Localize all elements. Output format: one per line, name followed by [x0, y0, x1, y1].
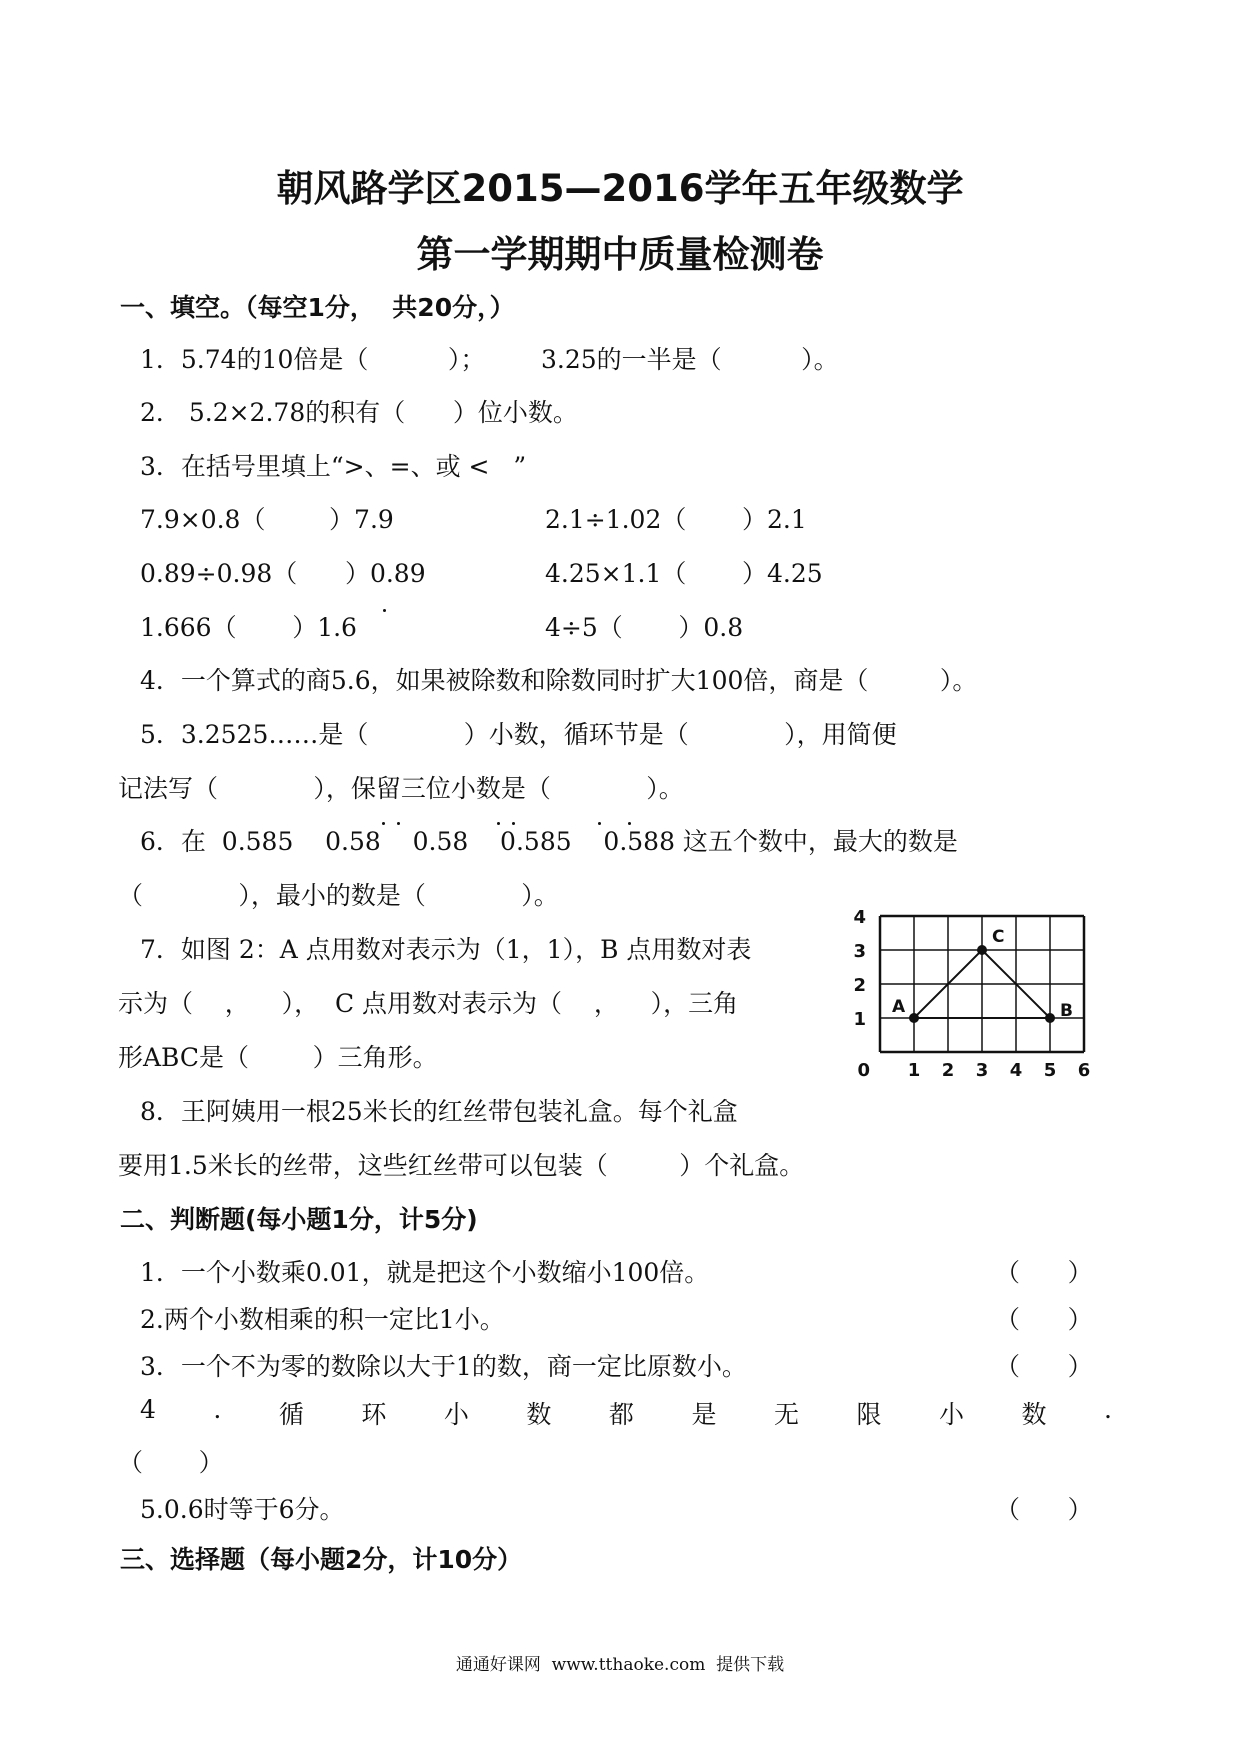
compare-row-2-right: 4.25×1.1（ ）4.25 — [545, 559, 823, 588]
coordinate-grid-figure — [840, 900, 1120, 1090]
judge-question-4-char: 数 — [1021, 1400, 1047, 1429]
x-tick-label: 2 — [941, 1060, 955, 1081]
fill-question-7-line-3: 形ABC是（ ）三角形。 — [118, 1043, 438, 1072]
point-b — [1045, 1013, 1055, 1023]
y-tick-label: 1 — [853, 1009, 866, 1030]
point-label-c: C — [992, 927, 1005, 947]
y-tick-label: 4 — [853, 907, 866, 928]
judge-answer-paren-2: （ ） — [995, 1305, 1093, 1334]
repeating-dot — [397, 822, 400, 825]
fill-question-7-line-2: 示为（ ， ）， C 点用数对表示为（ ， ），三角 — [118, 989, 739, 1018]
x-tick-label: 0 — [857, 1060, 870, 1081]
repeating-dot — [598, 822, 601, 825]
repeating-dot — [383, 609, 386, 612]
fill-question-7-line-1: 7．如图 2：A 点用数对表示为（1，1），B 点用数对表 — [140, 935, 752, 964]
judge-question-4-char: 限 — [856, 1400, 882, 1429]
judge-question-4-char: 小 — [443, 1400, 469, 1429]
judge-answer-paren-4: （ ） — [118, 1448, 224, 1477]
judge-question-4-char: 环 — [361, 1400, 387, 1429]
compare-row-3-left: 1.666（ ）1.6 — [140, 613, 357, 642]
fill-question-6-line-1: 6．在 0.585 0.58 0.58 0.585 0.588 这五个数中，最大的数是 — [140, 827, 958, 856]
y-tick-label: 2 — [853, 975, 866, 996]
judge-question-4-char: 无 — [773, 1400, 799, 1429]
repeating-dot — [628, 822, 631, 825]
compare-row-3-right: 4÷5（ ）0.8 — [545, 613, 744, 642]
footer-credit: 通通好课网 www.tthaoke.com 提供下载 — [455, 1655, 785, 1675]
fill-question-3: 3．在括号里填上“>、=、或 < ” — [140, 452, 527, 481]
fill-question-8-line-1: 8．王阿姨用一根25米长的红丝带包装礼盒。每个礼盒 — [140, 1097, 738, 1126]
title-line-1: 朝风路学区2015—2016学年五年级数学 — [276, 167, 964, 210]
judge-question-4-char: . — [1104, 1395, 1112, 1424]
judge-question-2: 2.两个小数相乘的积一定比1小。 — [140, 1305, 505, 1334]
judge-question-4-char: 循 — [278, 1400, 304, 1429]
y-tick-label: 3 — [853, 941, 866, 962]
fill-question-5-line-1: 5．3.2525……是（ ）小数，循环节是（ ），用简便 — [140, 720, 897, 749]
judge-question-4-char: 是 — [691, 1400, 717, 1429]
fill-question-5-line-2: 记法写（ ），保留三位小数是（ ）。 — [118, 774, 684, 803]
judge-answer-paren-5: （ ） — [995, 1495, 1093, 1524]
x-tick-label: 4 — [1009, 1060, 1023, 1081]
compare-row-1-right: 2.1÷1.02（ ）2.1 — [545, 505, 807, 534]
repeating-dot — [497, 822, 500, 825]
section-3-heading: 三、选择题（每小题2分，计10分） — [120, 1545, 523, 1574]
point-a — [909, 1013, 919, 1023]
judge-question-4 — [140, 1395, 1112, 1431]
point-label-b: B — [1060, 1001, 1073, 1021]
fill-question-1: 1．5.74的10倍是（ ）； 3.25的一半是（ ）。 — [140, 345, 839, 374]
point-label-a: A — [892, 997, 906, 1017]
judge-answer-paren-1: （ ） — [995, 1258, 1093, 1287]
section-1-heading: 一、填空。（每空1分， 共20分，） — [120, 293, 515, 322]
judge-question-4-char: . — [213, 1395, 222, 1424]
title-line-2: 第一学期期中质量检测卷 — [416, 233, 824, 276]
repeating-dot — [382, 822, 385, 825]
judge-question-4-char: 小 — [938, 1400, 964, 1429]
x-tick-label: 5 — [1043, 1060, 1057, 1081]
repeating-dot — [512, 822, 515, 825]
section-2-heading: 二、判断题(每小题1分，计5分) — [120, 1205, 478, 1234]
compare-row-2-left: 0.89÷0.98（ ）0.89 — [140, 559, 426, 588]
judge-answer-paren-3: （ ） — [995, 1352, 1093, 1381]
x-tick-label: 6 — [1077, 1060, 1091, 1081]
judge-question-4-char: 数 — [526, 1400, 552, 1429]
point-c — [977, 945, 987, 955]
judge-question-4-char: 4 — [140, 1395, 156, 1424]
judge-question-4-char: 都 — [608, 1400, 634, 1429]
x-tick-label: 1 — [907, 1060, 921, 1081]
judge-question-5: 5.0.6时等于6分。 — [140, 1495, 345, 1524]
fill-question-6-line-2: （ ），最小的数是（ ）。 — [118, 881, 559, 910]
fill-question-2: 2． 5.2×2.78的积有（ ）位小数。 — [140, 398, 578, 427]
compare-row-1-left: 7.9×0.8（ ）7.9 — [140, 505, 394, 534]
x-tick-label: 3 — [975, 1060, 989, 1081]
fill-question-8-line-2: 要用1.5米长的丝带，这些红丝带可以包装（ ）个礼盒。 — [118, 1151, 805, 1180]
fill-question-4: 4．一个算式的商5.6，如果被除数和除数同时扩大100倍，商是（ ）。 — [140, 666, 978, 695]
judge-question-3: 3．一个不为零的数除以大于1的数，商一定比原数小。 — [140, 1352, 747, 1381]
judge-question-1: 1．一个小数乘0.01，就是把这个小数缩小100倍。 — [140, 1258, 710, 1287]
